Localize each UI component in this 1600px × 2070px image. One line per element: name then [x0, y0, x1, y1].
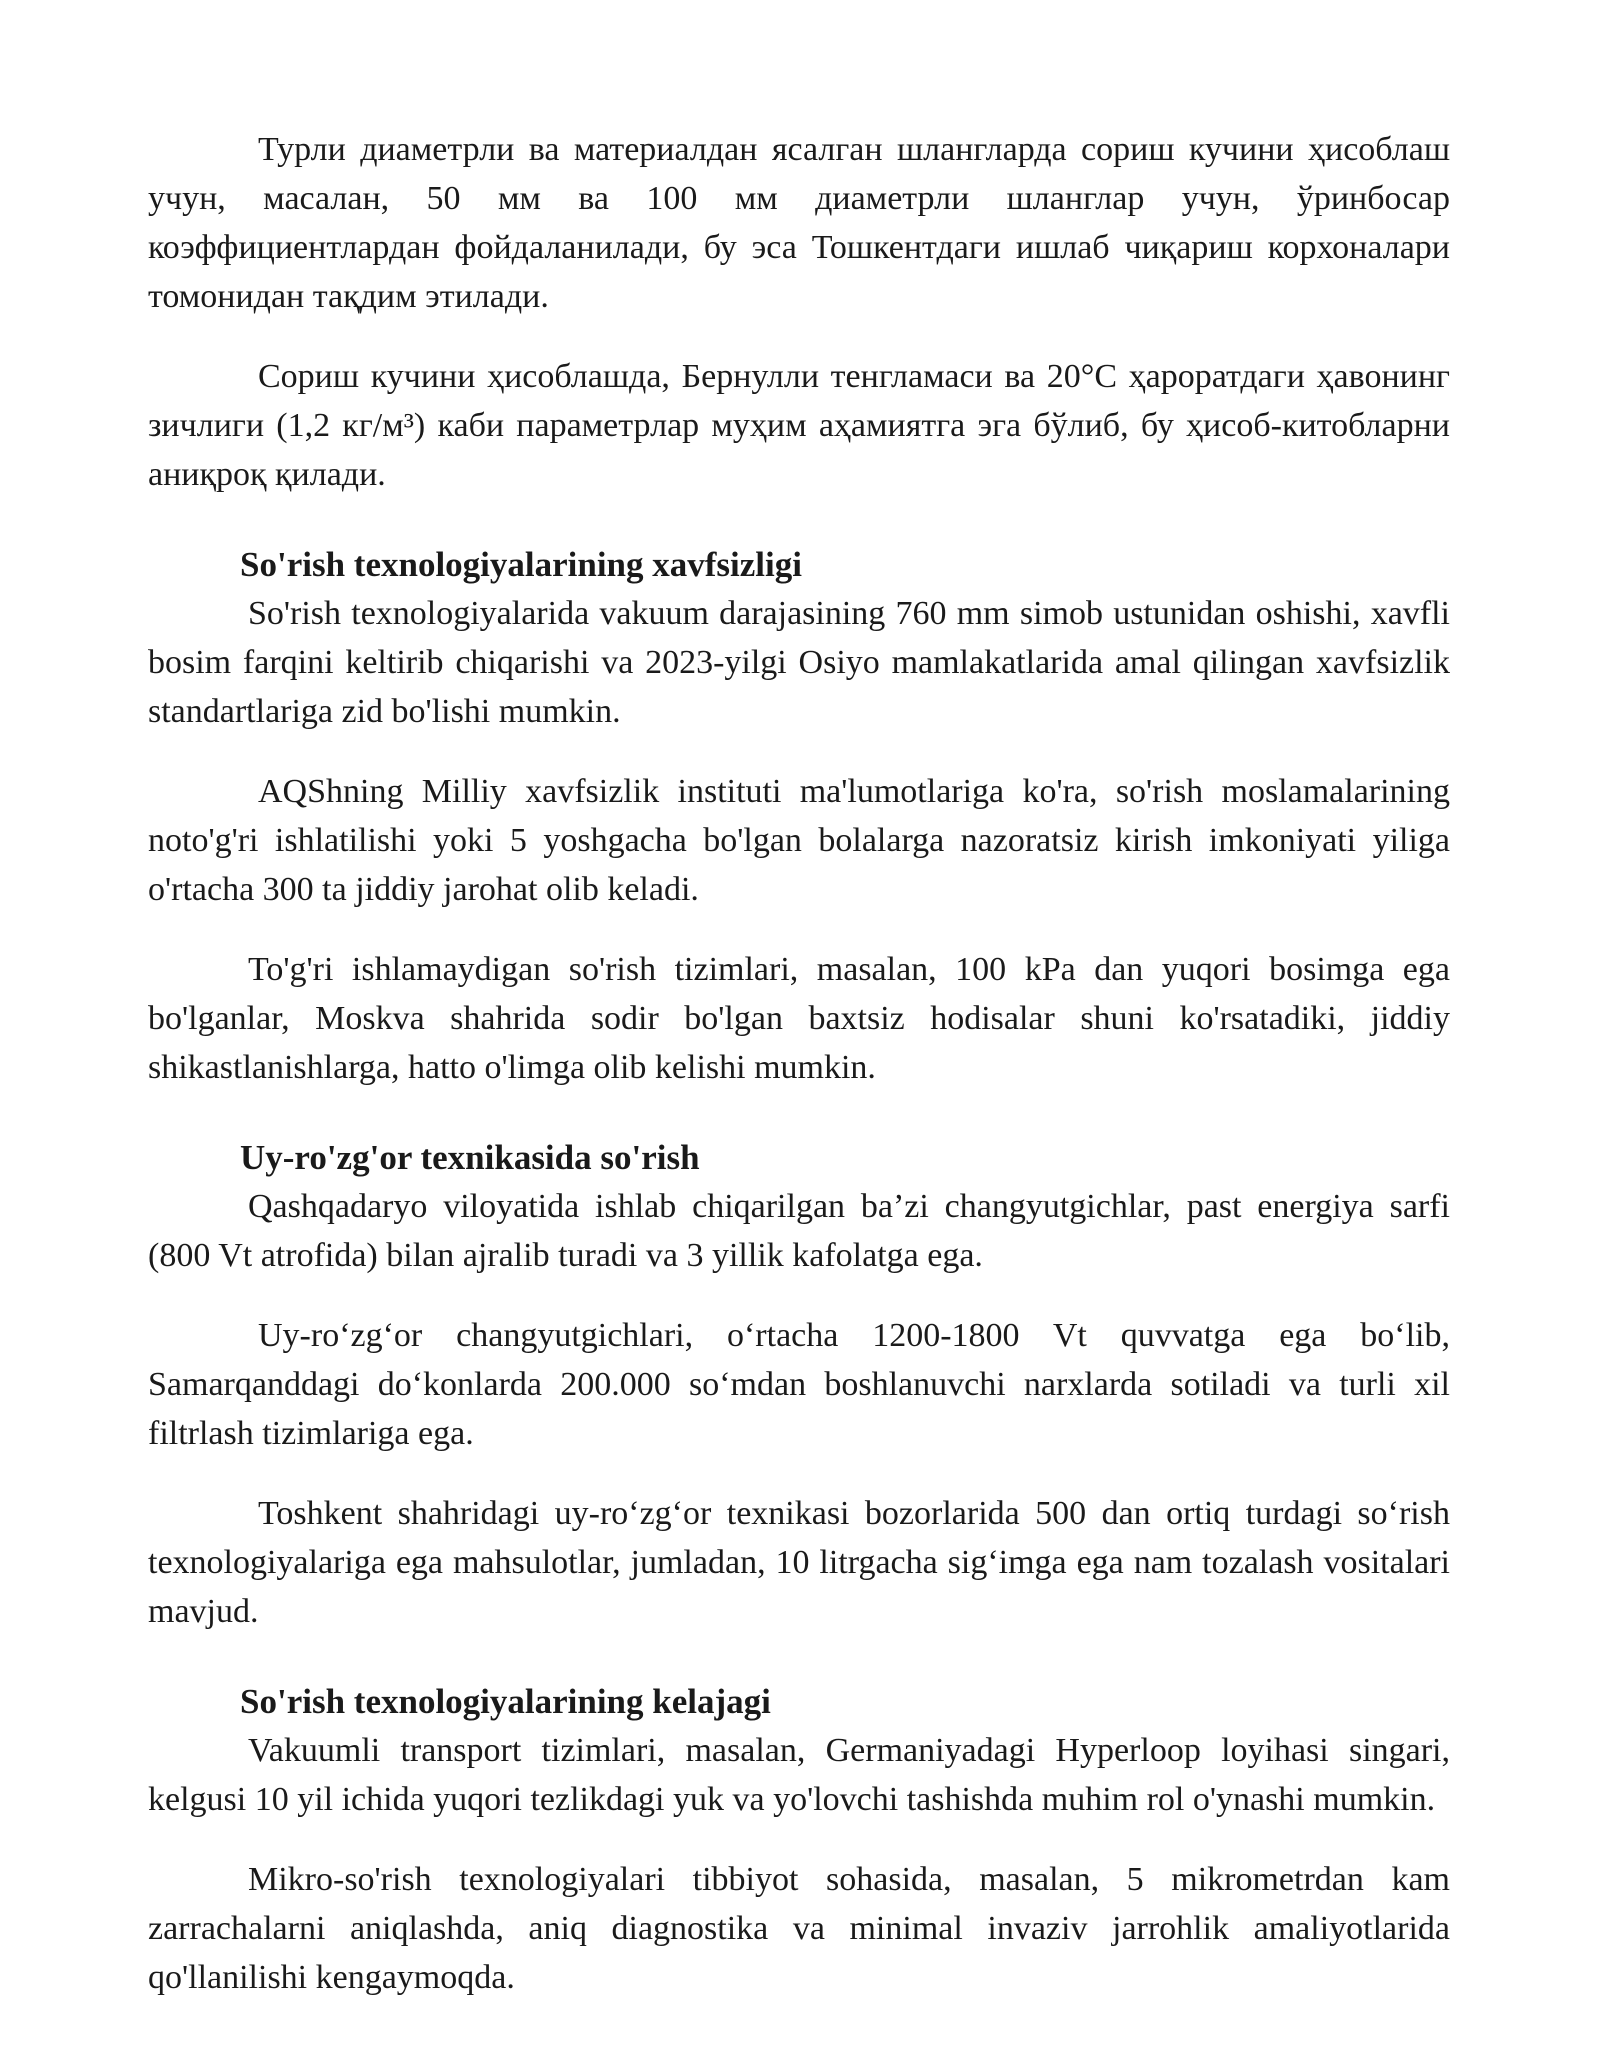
- document-page: [148, 125, 1450, 2002]
- household-paragraph-3: Toshkent shahridagi uy-ro‘zg‘or texnikasi bozorlarida 500 dan ortiq turdagi so‘rish texnologiyalariga ega mahsulotlar, jumladan, 10 litrgacha sig‘imga ega nam tozalash vositalari mavjud.: [148, 1495, 1450, 1630]
- section-household: [148, 1133, 1450, 1636]
- household-paragraph-1: Qashqadaryo viloyatida ishlab chiqarilgan ba’zi changyutgichlar, past energiya sarfi (800 Vt atrofida) bilan ajralib turadi va 3 yillik kafolatga ega.: [148, 1188, 1450, 1274]
- section-safety: [148, 540, 1450, 1092]
- section-heading-safety: So'rish texnologiyalarining xavfsizligi: [240, 545, 802, 584]
- intro-paragraph-1: Турли диаметрли ва материалдан ясалган шлангларда сориш кучини ҳисоблаш учун, масалан, 50 мм ва 100 мм диаметрли шланглар учун, ўринбосар коэффициентлардан фойдаланилади, бу эса Тошкентдаги ишлаб чиқариш корхоналари томонидан тақдим этилади.: [148, 131, 1450, 315]
- household-paragraph-2: Uy-ro‘zg‘or changyutgichlari, o‘rtacha 1200-1800 Vt quvvatga ega bo‘lib, Samarqanddagi do‘konlarda 200.000 so‘mdan boshlanuvchi narxlarda sotiladi va turli xil filtrlash tizimlariga ega.: [148, 1317, 1450, 1452]
- section-future: [148, 1677, 1450, 2002]
- safety-paragraph-1: So'rish texnologiyalarida vakuum darajasining 760 mm simob ustunidan oshishi, xavfli bosim farqini keltirib chiqarishi va 2023-yilgi Osiyo mamlakatlarida amal qilingan xavfsizlik standartlariga zid bo'lishi mumkin.: [148, 595, 1450, 730]
- section-heading-household: Uy-ro'zg'or texnikasida so'rish: [240, 1138, 700, 1177]
- future-paragraph-2: Mikro-so'rish texnologiyalari tibbiyot sohasida, masalan, 5 mikrometrdan kam zarrachalarni aniqlashda, aniq diagnostika va minimal invaziv jarrohlik amaliyotlarida qo'llanilishi kengaymoqda.: [148, 1861, 1450, 1996]
- intro-paragraph-2: Сориш кучини ҳисоблашда, Бернулли тенгламаси ва 20°C ҳароратдаги ҳавонинг зичлиги (1,2 кг/м³) каби параметрлар муҳим аҳамиятга эга бўлиб, бу ҳисоб-китобларни аниқроқ қилади.: [148, 358, 1450, 493]
- safety-paragraph-2: AQShning Milliy xavfsizlik instituti ma'lumotlariga ko'ra, so'rish moslamalarining noto'g'ri ishlatilishi yoki 5 yoshgacha bo'lgan bolalarga nazoratsiz kirish imkoniyati yiliga o'rtacha 300 ta jiddiy jarohat olib keladi.: [148, 773, 1450, 908]
- safety-paragraph-3: To'g'ri ishlamaydigan so'rish tizimlari, masalan, 100 kPa dan yuqori bosimga ega bo'lganlar, Moskva shahrida sodir bo'lgan baxtsiz hodisalar shuni ko'rsatadiki, jiddiy shikastlanishlarga, hatto o'limga olib kelishi mumkin.: [148, 951, 1450, 1086]
- section-heading-future: So'rish texnologiyalarining kelajagi: [240, 1682, 771, 1721]
- future-paragraph-1: Vakuumli transport tizimlari, masalan, Germaniyadagi Hyperloop loyihasi singari, kelgusi 10 yil ichida yuqori tezlikdagi yuk va yo'lovchi tashishda muhim rol o'ynashi mumkin.: [148, 1732, 1450, 1818]
